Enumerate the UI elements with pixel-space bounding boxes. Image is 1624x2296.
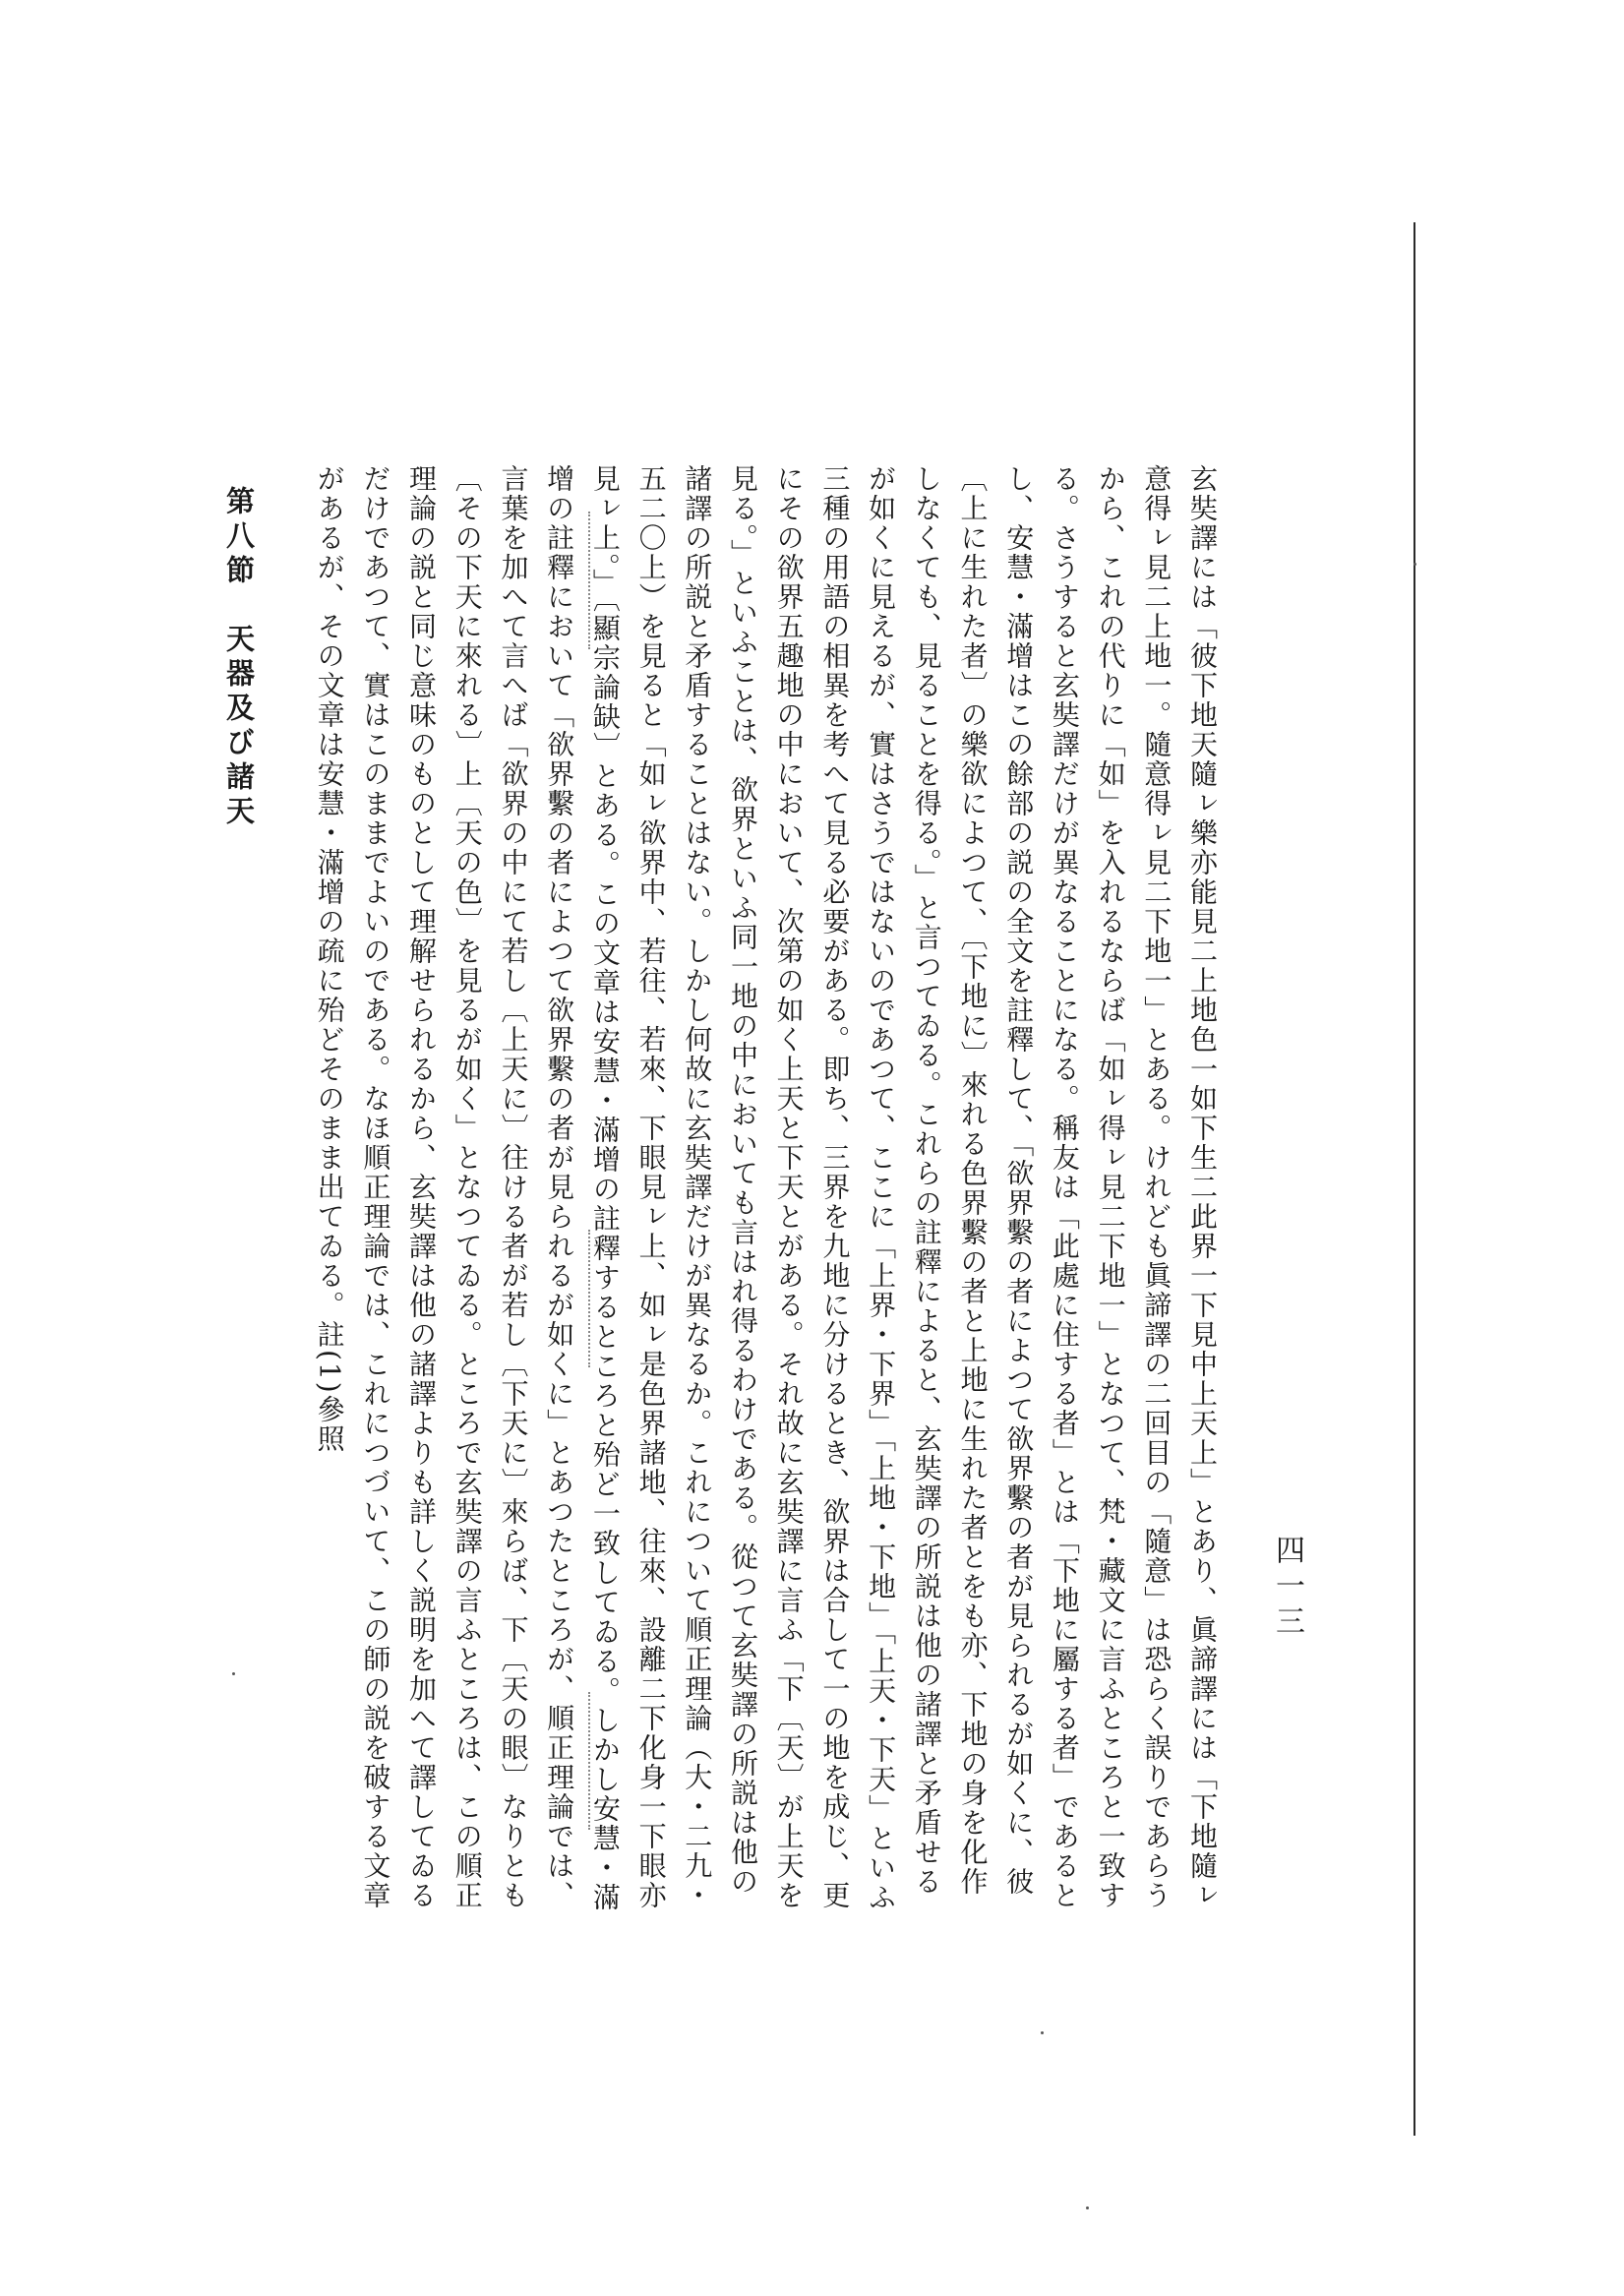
main-body-text [280,464,1225,1920]
body-paragraph: 玄奘譯には「彼下地天隨ㇾ樂亦能見二上地色一如下生二此界一下見中上天上」とあり、眞諦譯には「下地隨ㇾ意得ㇾ見二上地一。隨意得ㇾ見二下地一」とある。けれども眞諦譯の二回目の「隨意」は恐らく誤りであらうから、これの代りに「如」を入れるならば「如ㇾ得ㇾ見二下地一」となつて、梵・藏文に言ふところと一致する。さうすると玄奘譯だけが異なることになる。稱友は「此處に住する者」とは「下地に屬する者」であるとし、安慧・滿增はこの餘部の説の全文を註釋して、「欲界繫の者によつて欲界繫の者が見られるが如くに、彼〔上に生れた者〕の樂欲によつて、〔下地に〕來れる色界繫の者と上地に生れた者とをも亦、下地の身を化作しなくても、見ることを得る。」と言つてゐる。これらの註釋によると、玄奘譯の所説は他の諸譯と矛盾せるが如くに見えるが、實はさうではないのであつて、ここに「上界・下界」「上地・下地」「上天・下天」といふ三種の用語の相異を考へて見る必要がある。即ち、三界を九地に分けるとき、欲界は合して一の地を成じ、更にその欲界五趣地の中において、次第の如く上天と下天とがある。それ故に玄奘譯に言ふ「下〔天〕が上天を見る。」といふことは、欲界といふ同一地の中においても言はれ得るわけである。從つて玄奘譯の所説は他の諸譯の所説と矛盾することはない。しかし何故に玄奘譯だけが異なるか。これについて順正理論（大・二九・五二〇上）を見ると「如ㇾ欲界中、若往、若來、下眼見ㇾ上、如ㇾ是色界諸地、往來、設離二下化身一下眼亦見ㇾ上。」〔顯宗論缺〕とある。この文章は安慧・滿增の註釋するところと殆ど一致してゐる。しかし安慧・滿增の註釋において「欲界繫の者によつて欲界繫の者が見られるが如くに」とあつたところが、順正理論では、言葉を加へて言へば「欲界の中にて若し〔上天に〕往ける者が若し〔下天に〕來らば、下〔天の眼〕なりとも〔その下天に來れる〕上〔天の色〕を見るが如く」となつてゐる。ところで玄奘譯の言ふところは、この順正理論の説と同じ意味のものとして理解せられるから、玄奘譯は他の諸譯よりも詳しく説明を加へて譯してゐるだけであつて、實はこのままでよいのである。なほ順正理論では、これにつづいて、この師の説を破する文章があるが、その文章は安慧・滿增の疏に殆どそのまま出てゐる。註(1)參照 [313,464,1219,1912]
scan-speck [232,1672,235,1675]
scan-speck [1041,2031,1044,2034]
scan-speck [1086,2206,1089,2209]
running-header: 第八節 天器及び諸天 [222,486,256,830]
scan-speck [1413,563,1416,566]
right-margin-rule [1413,222,1415,2136]
page-number: 四一三 [1270,1535,1304,1641]
